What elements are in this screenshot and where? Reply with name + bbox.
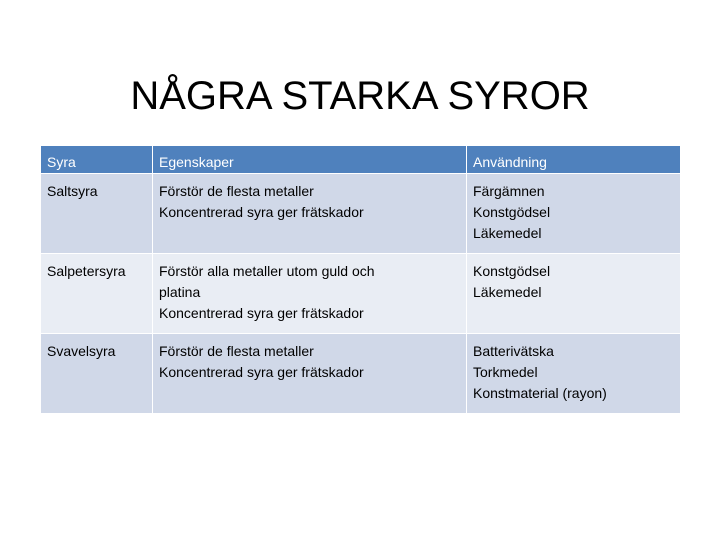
header-anvandning: Användning: [467, 146, 681, 174]
cell-line: Förstör alla metaller utom guld och: [159, 263, 375, 279]
header-egenskaper: Egenskaper: [153, 146, 467, 174]
cell-egenskaper: [153, 174, 467, 254]
cell-syra: Svavelsyra: [41, 334, 153, 414]
slide-title: NÅGRA STARKA SYROR: [130, 73, 590, 118]
cell-line: platina: [159, 284, 201, 300]
header-syra: Syra: [41, 146, 153, 174]
cell-egenskaper: [153, 254, 467, 334]
table-row-saltsyra: [41, 174, 681, 254]
cell-egenskaper: [153, 334, 467, 414]
cell-line: Förstör de flesta metaller: [159, 183, 314, 199]
cell-line: Färgämnen: [473, 183, 545, 199]
cell-anvandning: [467, 254, 681, 334]
cell-line: Förstör de flesta metaller: [159, 343, 314, 359]
cell-line: Konstgödsel: [473, 263, 551, 279]
cell-anvandning: [467, 174, 681, 254]
cell-line: Koncentrerad syra ger frätskador: [159, 364, 364, 380]
cell-line: Konstmaterial (rayon): [473, 385, 607, 401]
cell-line: Torkmedel: [473, 364, 538, 380]
cell-anvandning: [467, 334, 681, 414]
cell-syra: Salpetersyra: [41, 254, 153, 334]
cell-line: Konstgödsel: [473, 204, 551, 220]
cell-syra: Saltsyra: [41, 174, 153, 254]
cell-line: Läkemedel: [473, 284, 542, 300]
table-row-svavelsyra: [41, 334, 681, 414]
table-header-row: [41, 146, 681, 174]
acids-table: [40, 145, 681, 414]
cell-line: Koncentrerad syra ger frätskador: [159, 204, 364, 220]
cell-line: Läkemedel: [473, 225, 542, 241]
table-row-salpetersyra: [41, 254, 681, 334]
cell-line: Batterivätska: [473, 343, 554, 359]
cell-line: Koncentrerad syra ger frätskador: [159, 305, 364, 321]
